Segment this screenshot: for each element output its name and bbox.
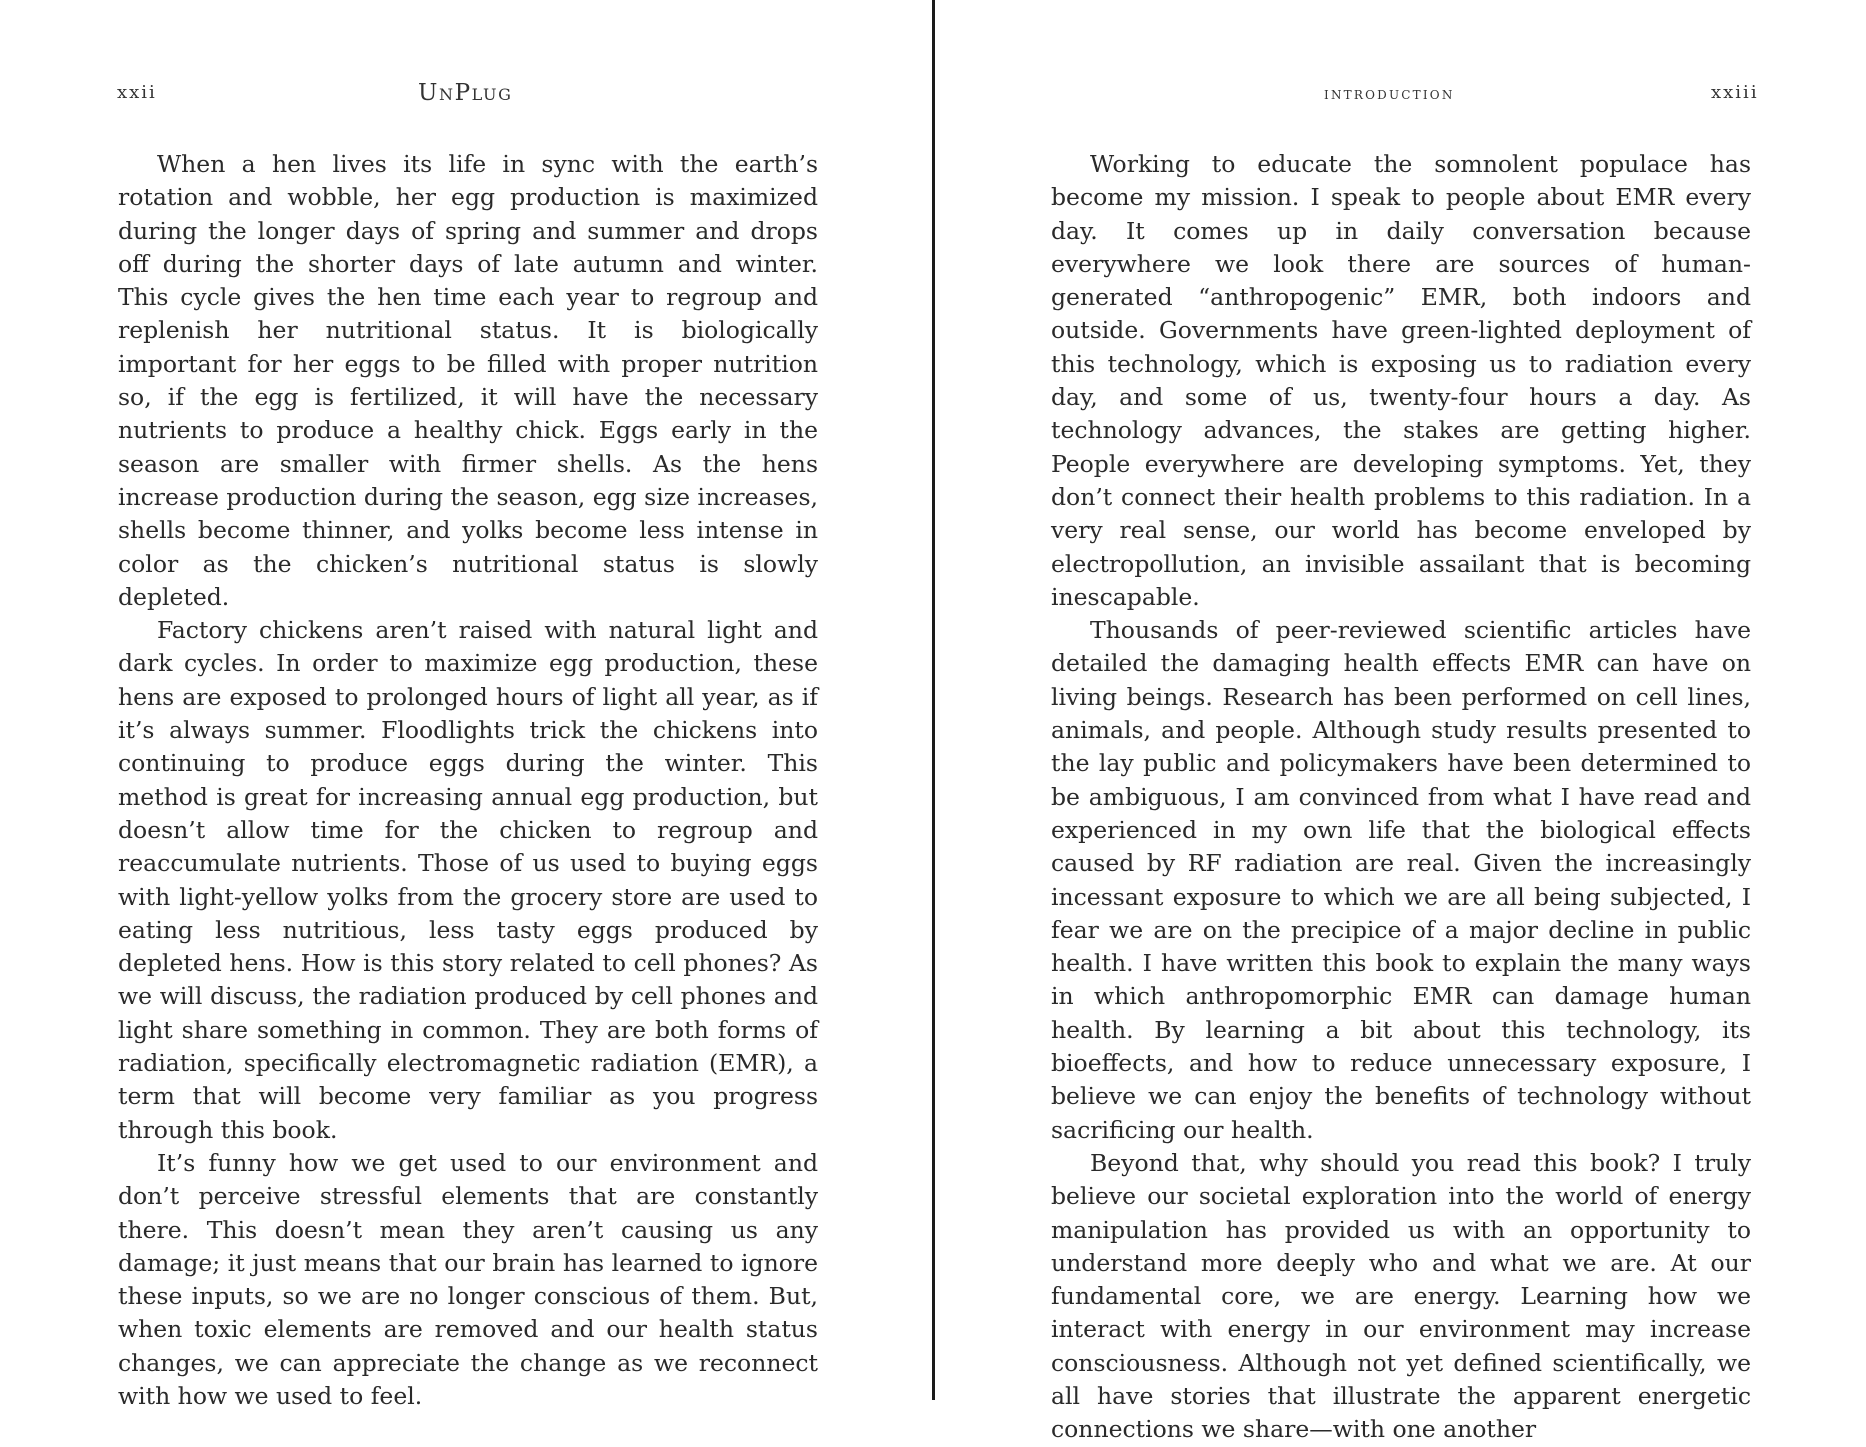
running-head-chapter-title: introduction <box>1324 84 1455 104</box>
paragraph: Factory chickens aren’t raised with natural light and dark cycles. In order to maximize egg production, these hens are exposed to prolonged hours of light all year, as if it’s always summer. Floodlights trick the chickens into continuing to produce eggs during the winter. This method is great for increasing annual egg production, but doesn’t allow time for the chicken to regroup and reaccumulate nutrients. Those of us used to buying eggs with light-yellow yolks from the grocery store are used to eating less nutritious, less tasty eggs produced by depleted hens. How is this story related to cell phones? As we will discuss, the radiation produced by cell phones and light share something in common. They are both forms of radiation, specifically electromagnetic radiation (EMR), a term that will become very familiar as you progress through this book. <box>118 616 818 1144</box>
paragraph: Thousands of peer-reviewed scientific articles have detailed the damaging health effects EMR can have on living beings. Research has been performed on cell lines, animals, and people. Although study results presented to the lay public and policymakers have been determined to be ambiguous, I am convinced from what I have read and experienced in my own life that the biological effects caused by RF radiation are real. Given the increasingly incessant exposure to which we are all being subjected, I fear we are on the precipice of a major decline in public health. I have written this book to explain the many ways in which anthropomorphic EMR can damage human health. By learning a bit about this technology, its bioeffects, and how to reduce unnecessary exposure, I believe we can enjoy the benefits of technology without sacrificing our health. <box>1051 616 1751 1144</box>
page-number-right: xxiii <box>1711 82 1759 103</box>
book-gutter-divider <box>932 0 935 1400</box>
paragraph: Beyond that, why should you read this book? I truly believe our societal exploration into the world of energy manipulation has provided us with an opportunity to understand more deeply who and what we are. At our fundamental core, we are energy. Learning how we interact with energy in our environment may increase consciousness. Although not yet defined scientifically, we all have stories that illustrate the apparent energetic connections we share—with one another <box>1051 1148 1751 1444</box>
running-head-book-title: UnPlug <box>418 80 513 106</box>
right-page <box>936 0 1866 1444</box>
paragraph: Working to educate the somnolent populace has become my mission. I speak to people about EMR every day. It comes up in daily conversation because everywhere we look there are sources of human-generated “anthropogenic” EMR, both indoors and outside. Governments have green-lighted deployment of this technology, which is exposing us to radiation every day, and some of us, twenty-four hours a day. As technology advances, the stakes are getting higher. People everywhere are developing symptoms. Yet, they don’t connect their health problems to this radiation. In a very real sense, our world has become enveloped by electropollution, an invisible assailant that is becoming inescapable. <box>1051 150 1751 611</box>
left-page <box>0 0 932 1410</box>
page-number-left: xxii <box>117 82 157 103</box>
paragraph: It’s funny how we get used to our environment and don’t perceive stressful elements that are constantly there. This doesn’t mean they aren’t causing us any damage; it just means that our brain has learned to ignore these inputs, so we are no longer conscious of them. But, when toxic elements are removed and our health status changes, we can appreciate the change as we reconnect with how we used to feel. <box>118 1148 818 1410</box>
left-body-text <box>118 148 818 1413</box>
paragraph: When a hen lives its life in sync with the earth’s rotation and wobble, her egg production is maximized during the longer days of spring and summer and drops off during the shorter days of late autumn and winter. This cycle gives the hen time each year to regroup and replenish her nutritional status. It is biologically important for her eggs to be filled with proper nutrition so, if the egg is fertilized, it will have the necessary nutrients to produce a healthy chick. Eggs early in the season are smaller with firmer shells. As the hens increase production during the season, egg size increases, shells become thinner, and yolks become less intense in color as the chicken’s nutritional status is slowly depleted. <box>118 150 818 611</box>
right-body-text <box>1051 148 1751 1447</box>
